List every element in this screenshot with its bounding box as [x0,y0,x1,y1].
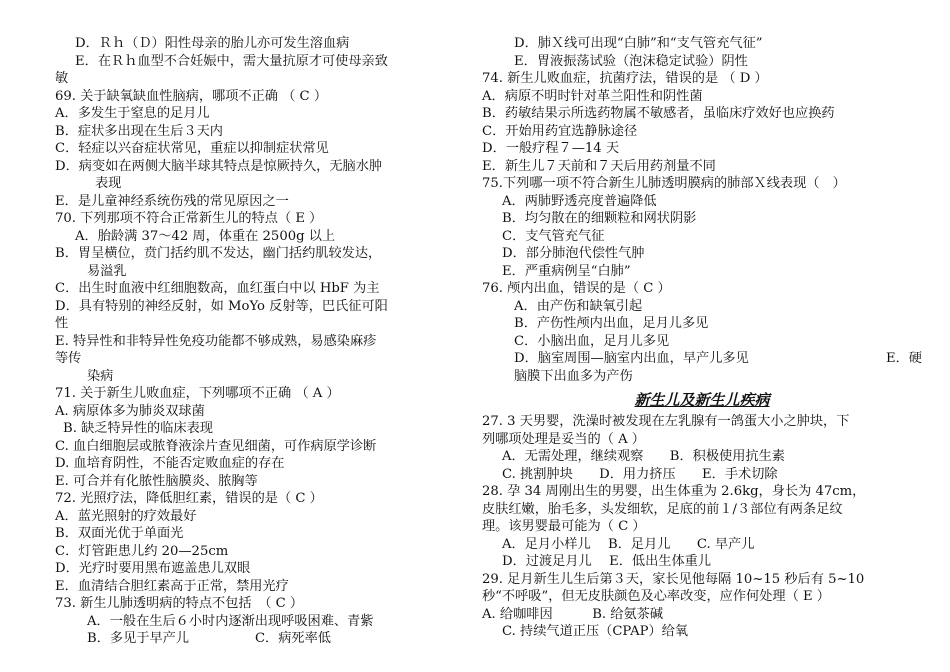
text-line: A．由产伤和缺氧引起 [514,298,643,314]
text-line: E．是儿童神经系统伤残的常见原因之一 [55,193,289,209]
text-line: 表现 [95,176,122,191]
text-line: B．症状多出现在生后３天内 [55,123,223,139]
text-line: 74. 新生儿败血症，抗菌疗法，错误的是 （ D ） [482,71,768,86]
text-line: 理。该男婴最可能为（ C ） [482,519,646,534]
text-line: D．病变如在两侧大脑半球其特点是惊厥持久，无脑水肿 [55,158,383,174]
text-line: 敏 [55,71,69,86]
text-line: C. 持续气道正压（CPAP）给氧 [502,624,689,639]
text-line: E．新生儿７天前和７天后用药剂量不同 [482,158,716,174]
text-line: E．严重病例呈“白肺” [502,263,631,279]
text-line: 列哪项处理是妥当的（ A ） [482,431,645,447]
text-line: D．一般疗程７—14 天 [482,141,620,156]
text-line: B．产伤性颅内出血，足月儿多见 [514,316,709,331]
text-line: B．均匀散在的细颗粒和网状阴影 [502,211,697,226]
text-line: 性 [55,316,69,331]
text-line: 70. 下列那项不符合正常新生儿的特点（ E ） [55,211,323,226]
text-line: 等传 [55,351,82,366]
text-line: A．足月小样儿 B．足月儿 C. 早产儿 [502,536,755,552]
text-line: A．无需处理，继续观察 B．积极使用抗生素 [502,449,785,464]
text-line: C. 血白细胞层或脓脊液涂片查见细菌，可作病原学诊断 [55,438,377,454]
text-line: 易溢乳 [87,263,127,279]
text-line: C．出生时血液中红细胞数高，血红蛋白中以 HbF 为主 [55,281,380,296]
text-line: E．胃液振荡试验（泡沫稳定试验）阴性 [514,53,748,69]
text-line: A．蓝光照射的疗效最好 [55,508,197,524]
text-line: 脑膜下出血多为产伤 [514,368,633,384]
text-line: C．轻症以兴奋症状常见，重症以抑制症状常见 [55,141,329,156]
text-line: A. 给咖啡因 B. 给氨茶碱 [482,606,664,622]
text-line-main: D．脑室周围—脑室内出血，早产儿多见 [514,351,749,366]
text-line-tail: E．硬 [885,351,922,366]
text-line: A．一般在生后６小时内逐渐出现呼吸困难、青紫 [87,613,374,629]
text-line: 秒“不呼吸”，但无皮肤颜色及心率改变，应作何处理（ E ） [482,589,830,604]
text-line: E．在Ｒｈ血型不合妊娠中，需大量抗原才可使母亲致 [75,53,388,69]
section-title: 新生儿及新生儿疾病 [634,391,770,409]
text-line: A．胎龄满 37～42 周，体重在 2500g 以上 [75,228,336,244]
text-line: A. 病原体多为肺炎双球菌 [55,403,205,419]
text-line: A．病原不明时针对革兰阳性和阴性菌 [482,88,703,104]
text-line: 73. 新生儿肺透明病的特点不包括 （ C ） [55,596,304,611]
text-line: B. 缺乏特异性的临床表现 [63,421,213,436]
text-line: 27. 3 天男婴，洗澡时被发现在左乳腺有一鸽蛋大小之肿块，下 [482,414,850,429]
text-line: D．具有特别的神经反射，如 MoYo 反射等，巴氏征可阳 [55,298,388,314]
text-line: C．小脑出血，足月儿多见 [514,333,670,349]
text-line: B．药敏结果示所选药物属不敏感者，虽临床疗效好也应换药 [482,106,835,121]
text-line: D．Ｒｈ（Ｄ）阳性母亲的胎儿亦可发生溶血病 [75,36,350,51]
text-line: 28. 孕 34 周刚出生的男婴，出生体重为 2.6kg，身长为 47cm， [482,484,866,499]
text-line: B．胃呈横位，贲门括约肌不发达，幽门括约肌较发达， [55,246,382,261]
text-line: 76. 颅内出血，错误的是（ C ） [482,281,671,296]
text-line: 72. 光照疗法，降低胆红素，错误的是（ C ） [55,491,323,506]
text-line: 71. 关于新生儿败血症，下列哪项不正确 （ A ） [55,386,340,401]
text-line: D．过渡足月儿 E．低出生体重儿 [502,554,712,569]
text-line: 染病 [87,368,114,384]
text-line: D．光疗时要用黑布遮盖患儿双眼 [55,561,251,576]
text-line: 皮肤红嫩，胎毛多，头发细软，足底的前１/３部位有两条足纹 [482,501,843,517]
text-line [482,350,922,368]
text-line: C．开始用药宜选静脉途径 [482,123,638,139]
text-line: E．血清结合胆红素高于正常，禁用光疗 [55,578,289,594]
text-line: 69. 关于缺氧缺血性脑病，哪项不正确 （ C ） [55,88,328,104]
text-line: C．支气管充气征 [502,228,605,244]
text-line: C. 挑割肿块 D．用力挤压 E．手术切除 [502,466,778,482]
text-line: E. 特异性和非特异性免疫功能都不够成熟，易感染麻疹 [55,333,377,349]
text-line: D．肺Ｘ线可出现“白肺”和“支气管充气征” [514,36,763,51]
text-line: B．双面光优于单面光 [55,526,184,541]
text-line: 29. 足月新生儿生后第３天，家长见他每隔 10~15 秒后有 5~10 [482,571,865,587]
text-line: D．部分肺泡代偿性气肿 [502,246,645,261]
text-line: 75.下列哪一项不符合新生儿肺透明膜病的肺部Ｘ线表现（ ） [482,176,846,191]
right-column [482,35,922,641]
left-column [55,35,475,648]
text-line: C．灯管距患儿约 20—25cm [55,543,229,559]
text-line: A．两肺野透亮度普遍降低 [502,193,657,209]
text-line: D. 血培育阴性，不能否定败血症的存在 [55,456,285,471]
text-line: A．多发生于窒息的足月儿 [55,106,210,121]
text-line: E. 可合并有化脓性脑膜炎、脓胸等 [55,473,258,489]
text-line: B．多见于早产儿 C．病死率低 [87,631,331,646]
